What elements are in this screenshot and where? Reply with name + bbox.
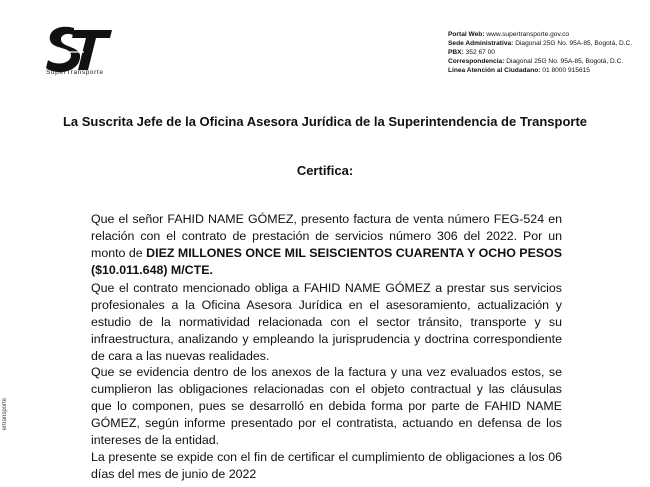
paragraph-1: Que el señor FAHID NAME GÓMEZ, presento factura de venta número FEG-524 en relación con el contrato de prestación de servicios número 306 del 2022. Por un monto de DIEZ MILLONES ONCE MIL SEISCIENTOS CUARENTA Y OCHO PESOS ($10.011.648) M/CTE. <box>91 212 562 277</box>
contact-block <box>448 31 632 76</box>
logo-caption: SuperTransporte <box>46 69 104 76</box>
contact-row-sede: Sede Administrativa: Diagonal 25G No. 95A-85, Bogotá, D.C. <box>448 39 633 47</box>
contact-row-correspondencia: Correspondencia: Diagonal 25G No. 95A-85, Bogotá, D.C. <box>448 57 624 65</box>
paragraph-4: La presente se expide con el fin de certificar el cumplimiento de obligaciones a los 06 días del mes de junio de 2022 <box>91 450 562 481</box>
contact-row-web: Portal Web: www.supertransporte.gov.co <box>448 31 570 38</box>
amount-bold: DIEZ MILLONES ONCE MIL SEISCIENTOS CUARENTA Y OCHO PESOS ($10.011.648) M/CTE. <box>91 246 562 277</box>
document-subheading: Certifica: <box>296 163 354 178</box>
side-margin-text: ertransporte <box>2 398 8 431</box>
paragraph-3: Que se evidencia dentro de los anexos de la factura y una vez evaluados estos, se cumplieron las obligaciones relacionadas con el objeto contractual y las cláusulas que lo componen, pues se desarrolló en debida forma por parte de FAHID NAME GÓMEZ, según informe presentado por el contratista, actuando en defensa de los intereses de la entidad. <box>91 365 562 447</box>
contact-row-pbx: PBX: 352 67 00 <box>448 48 495 56</box>
contact-row-linea: Línea Atención al Ciudadano: 01 8000 915615 <box>448 66 590 74</box>
document-heading: La Suscrita Jefe de la Oficina Asesora Jurídica de la Superintendencia de Transporte <box>62 114 588 129</box>
paragraph-2: Que el contrato mencionado obliga a FAHID NAME GÓMEZ a prestar sus servicios profesionales a la Oficina Asesora Jurídica en el asesoramiento, actualización y estudio de la normatividad relacionada con el sector tránsito, transporte y su infraestructura, analizando y empleando la jurisprudencia y doctrina correspondiente de cara a las nuevas realidades. <box>91 281 562 363</box>
